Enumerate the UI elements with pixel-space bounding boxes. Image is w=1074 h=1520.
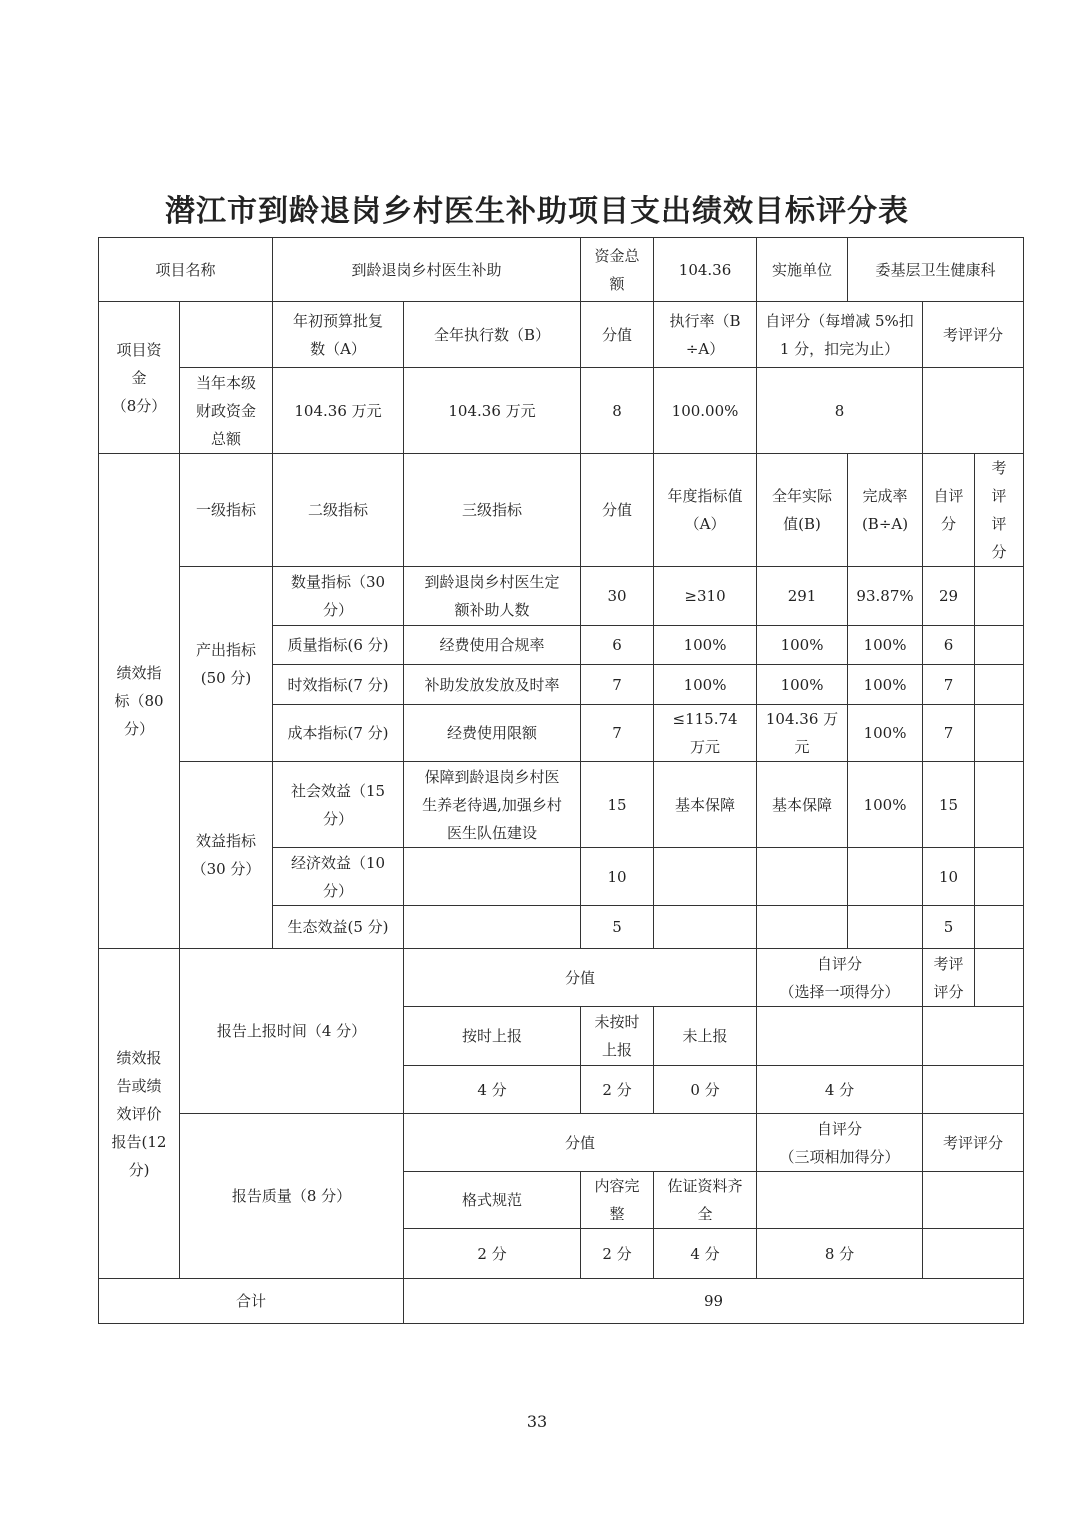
header-row bbox=[99, 238, 1024, 302]
funds-col-review: 考评评分 bbox=[923, 302, 1024, 368]
indicators-header-row bbox=[99, 454, 1024, 567]
score-table bbox=[98, 237, 1024, 1324]
page-title: 潜江市到龄退岗乡村医生补助项目支出绩效目标评分表 bbox=[165, 194, 909, 229]
indicator-score: 7 bbox=[581, 705, 654, 762]
indicator-actual bbox=[757, 848, 848, 906]
report-timing-blank bbox=[975, 949, 1024, 1007]
indicator-level3: 经费使用限额 bbox=[404, 705, 581, 762]
funds-col-rate: 执行率（B ÷A） bbox=[654, 302, 757, 368]
indicator-header-target: 年度指标值 （A） bbox=[654, 454, 757, 567]
indicator-score: 5 bbox=[581, 906, 654, 949]
indicator-level3: 保障到龄退岗乡村医 生养老待遇,加强乡村 医生队伍建设 bbox=[404, 762, 581, 848]
indicator-actual: 100% bbox=[757, 626, 848, 665]
indicator-header-rate: 完成率 (B÷A) bbox=[848, 454, 923, 567]
funds-col-budget: 年初预算批复 数（A） bbox=[273, 302, 404, 368]
indicator-level2: 成本指标(7 分) bbox=[273, 705, 404, 762]
report-timing-option: 未按时 上报 bbox=[581, 1007, 654, 1066]
indicator-actual: 100% bbox=[757, 665, 848, 705]
indicator-review bbox=[975, 665, 1024, 705]
report-quality-option: 佐证资料齐 全 bbox=[654, 1172, 757, 1229]
report-timing-option: 未上报 bbox=[654, 1007, 757, 1066]
report-quality-self-blank bbox=[757, 1172, 923, 1229]
report-quality-option: 内容完 整 bbox=[581, 1172, 654, 1229]
indicator-target bbox=[654, 906, 757, 949]
indicator-review bbox=[975, 762, 1024, 848]
unit: 委基层卫生健康科 bbox=[848, 238, 1024, 302]
report-timing-self-header: 自评分 （选择一项得分） bbox=[757, 949, 923, 1007]
report-quality-review-blank bbox=[923, 1172, 1024, 1229]
indicator-score: 30 bbox=[581, 567, 654, 626]
report-timing-self-blank bbox=[757, 1007, 923, 1066]
funds-blank-cell bbox=[180, 302, 273, 368]
report-quality-label: 报告质量（8 分） bbox=[180, 1114, 404, 1279]
report-timing-label: 报告上报时间（4 分） bbox=[180, 949, 404, 1114]
indicator-level3: 补助发放发放及时率 bbox=[404, 665, 581, 705]
indicator-rate: 100% bbox=[848, 665, 923, 705]
report-quality-option-score: 4 分 bbox=[654, 1229, 757, 1279]
indicator-actual: 291 bbox=[757, 567, 848, 626]
indicator-header-score: 分值 bbox=[581, 454, 654, 567]
report-quality-review bbox=[923, 1229, 1024, 1279]
indicator-target bbox=[654, 848, 757, 906]
project-name-label: 项目名称 bbox=[99, 238, 273, 302]
indicator-self: 5 bbox=[923, 906, 975, 949]
indicator-level2: 时效指标(7 分) bbox=[273, 665, 404, 705]
indicator-target: ≥310 bbox=[654, 567, 757, 626]
indicator-target: 100% bbox=[654, 665, 757, 705]
report-quality-score-header: 分值 bbox=[404, 1114, 757, 1172]
report-timing-review-blank bbox=[923, 1007, 1024, 1066]
indicator-header-actual: 全年实际 值(B) bbox=[757, 454, 848, 567]
indicator-self: 6 bbox=[923, 626, 975, 665]
indicator-header-level3: 三级指标 bbox=[404, 454, 581, 567]
funds-row-label: 当年本级 财政资金 总额 bbox=[180, 368, 273, 454]
indicator-rate: 100% bbox=[848, 705, 923, 762]
indicator-self: 7 bbox=[923, 665, 975, 705]
indicator-level2: 社会效益（15 分） bbox=[273, 762, 404, 848]
benefit-indicator-label: 效益指标 （30 分） bbox=[180, 762, 273, 949]
indicator-level2: 质量指标(6 分) bbox=[273, 626, 404, 665]
report-section-label: 绩效报 告或绩 效评价 报告(12 分) bbox=[99, 949, 180, 1279]
indicator-review bbox=[975, 848, 1024, 906]
indicator-level2: 生态效益(5 分) bbox=[273, 906, 404, 949]
funds-data-row bbox=[99, 368, 1024, 454]
funds-header-row bbox=[99, 302, 1024, 368]
funds-col-actual: 全年执行数（B） bbox=[404, 302, 581, 368]
report-quality-option: 格式规范 bbox=[404, 1172, 581, 1229]
total-fund-label: 资金总 额 bbox=[581, 238, 654, 302]
indicator-review bbox=[975, 906, 1024, 949]
total-value: 99 bbox=[404, 1279, 1024, 1324]
total-label: 合计 bbox=[99, 1279, 404, 1324]
report-timing-self-score: 4 分 bbox=[757, 1066, 923, 1114]
funds-budget: 104.36 万元 bbox=[273, 368, 404, 454]
funds-score: 8 bbox=[581, 368, 654, 454]
indicator-review bbox=[975, 567, 1024, 626]
indicator-level3 bbox=[404, 906, 581, 949]
unit-label: 实施单位 bbox=[757, 238, 848, 302]
indicator-rate bbox=[848, 848, 923, 906]
report-timing-option-score: 4 分 bbox=[404, 1066, 581, 1114]
indicator-target: ≤115.74 万元 bbox=[654, 705, 757, 762]
indicator-header-review: 考 评 评 分 bbox=[975, 454, 1024, 567]
funds-self-score: 8 bbox=[757, 368, 923, 454]
indicator-review bbox=[975, 705, 1024, 762]
indicator-header-level2: 二级指标 bbox=[273, 454, 404, 567]
indicator-score: 15 bbox=[581, 762, 654, 848]
indicator-self: 10 bbox=[923, 848, 975, 906]
report-timing-score-header: 分值 bbox=[404, 949, 757, 1007]
indicator-level2: 经济效益（10 分） bbox=[273, 848, 404, 906]
indicator-target: 100% bbox=[654, 626, 757, 665]
indicators-section-label: 绩效指 标（80 分） bbox=[99, 454, 180, 949]
funds-col-score: 分值 bbox=[581, 302, 654, 368]
indicator-rate: 100% bbox=[848, 626, 923, 665]
funds-rate: 100.00% bbox=[654, 368, 757, 454]
indicator-header-self: 自评 分 bbox=[923, 454, 975, 567]
report-timing-option: 按时上报 bbox=[404, 1007, 581, 1066]
indicator-self: 7 bbox=[923, 705, 975, 762]
page-number: 33 bbox=[526, 1412, 548, 1431]
output-indicator-label: 产出指标 (50 分) bbox=[180, 567, 273, 762]
table-row bbox=[99, 762, 1024, 848]
report-timing-review-header: 考评 评分 bbox=[923, 949, 975, 1007]
total-row bbox=[99, 1279, 1024, 1324]
indicator-level2: 数量指标（30 分） bbox=[273, 567, 404, 626]
indicator-actual: 104.36 万 元 bbox=[757, 705, 848, 762]
indicator-target: 基本保障 bbox=[654, 762, 757, 848]
report-timing-header-row bbox=[99, 949, 1024, 1007]
report-quality-self-score: 8 分 bbox=[757, 1229, 923, 1279]
indicator-score: 6 bbox=[581, 626, 654, 665]
report-timing-option-score: 2 分 bbox=[581, 1066, 654, 1114]
indicator-rate: 93.87% bbox=[848, 567, 923, 626]
report-quality-self-header: 自评分 （三项相加得分） bbox=[757, 1114, 923, 1172]
report-quality-option-score: 2 分 bbox=[404, 1229, 581, 1279]
project-name: 到龄退岗乡村医生补助 bbox=[273, 238, 581, 302]
funds-actual: 104.36 万元 bbox=[404, 368, 581, 454]
report-timing-review bbox=[923, 1066, 1024, 1114]
indicator-level3 bbox=[404, 848, 581, 906]
report-timing-option-score: 0 分 bbox=[654, 1066, 757, 1114]
indicator-rate bbox=[848, 906, 923, 949]
indicator-review bbox=[975, 626, 1024, 665]
indicator-actual: 基本保障 bbox=[757, 762, 848, 848]
report-quality-option-score: 2 分 bbox=[581, 1229, 654, 1279]
indicator-score: 10 bbox=[581, 848, 654, 906]
indicator-actual bbox=[757, 906, 848, 949]
report-quality-header-row bbox=[99, 1114, 1024, 1172]
funds-review bbox=[923, 368, 1024, 454]
funds-section-label: 项目资 金 （8分） bbox=[99, 302, 180, 454]
indicator-rate: 100% bbox=[848, 762, 923, 848]
report-quality-review-header: 考评评分 bbox=[923, 1114, 1024, 1172]
funds-col-self: 自评分（每增减 5%扣 1 分，扣完为止） bbox=[757, 302, 923, 368]
indicator-level3: 经费使用合规率 bbox=[404, 626, 581, 665]
indicator-score: 7 bbox=[581, 665, 654, 705]
indicator-self: 15 bbox=[923, 762, 975, 848]
indicator-header-level1: 一级指标 bbox=[180, 454, 273, 567]
indicator-level3: 到龄退岗乡村医生定 额补助人数 bbox=[404, 567, 581, 626]
indicator-self: 29 bbox=[923, 567, 975, 626]
table-row bbox=[99, 567, 1024, 626]
total-fund: 104.36 bbox=[654, 238, 757, 302]
